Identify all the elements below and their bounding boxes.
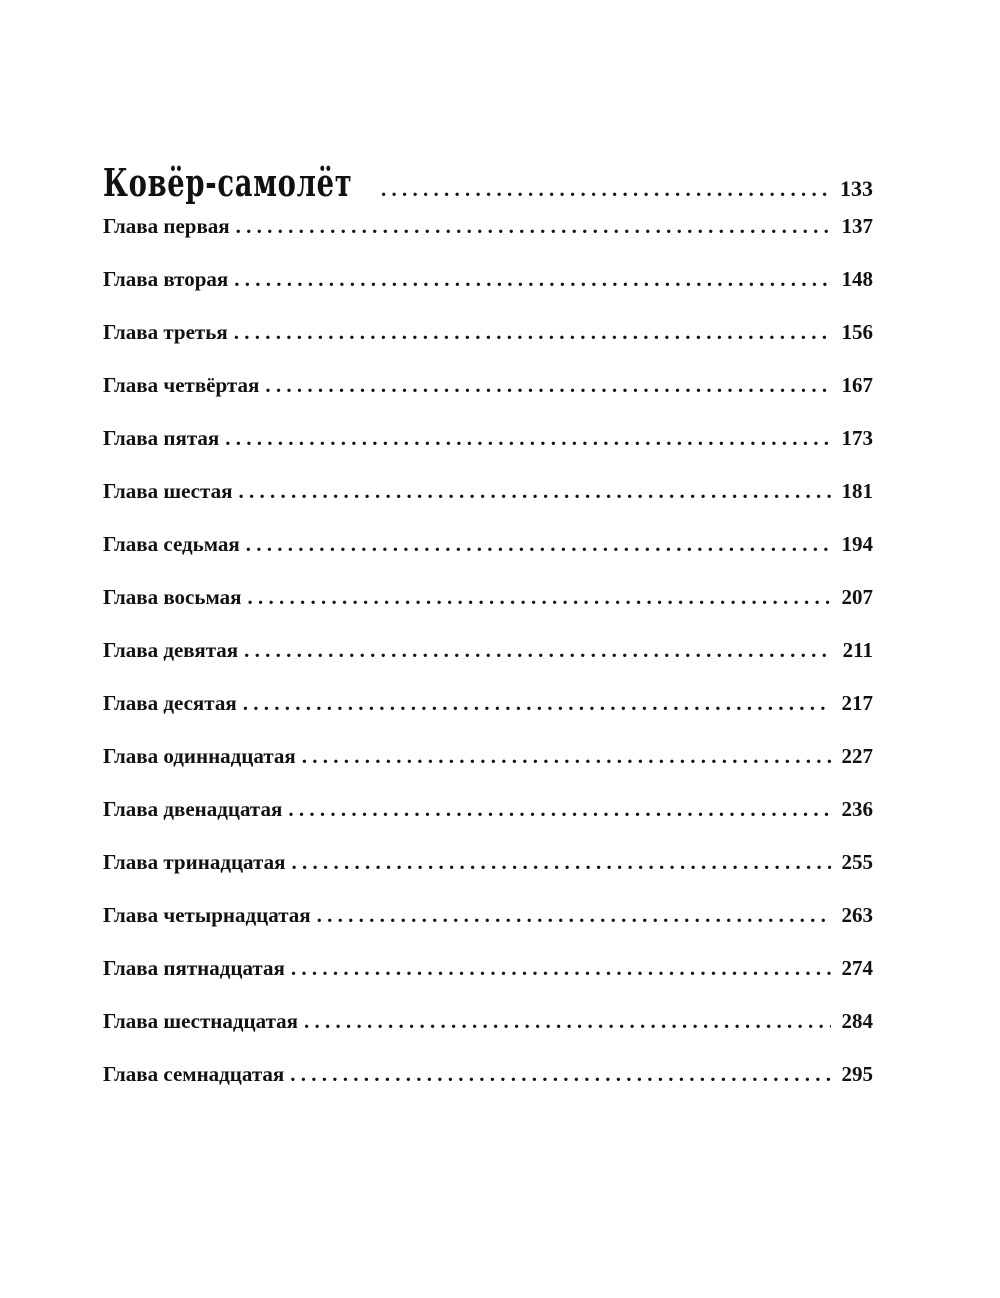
chapter-page-number: 227: [841, 744, 873, 768]
dot-leader: [265, 373, 831, 398]
chapter-page-number: 156: [841, 320, 873, 344]
chapter-title: Глава первая: [103, 214, 230, 238]
chapter-page-number: 255: [841, 850, 873, 874]
chapter-title: Глава тринадцатая: [103, 850, 286, 874]
toc-entry[interactable]: [103, 903, 873, 956]
chapter-title: Глава третья: [103, 320, 228, 344]
chapter-page-number: 167: [841, 373, 873, 397]
chapter-page-number: 173: [841, 426, 873, 450]
chapter-title: Глава пятая: [103, 426, 220, 450]
toc-entry[interactable]: [103, 797, 873, 850]
chapter-title: Глава седьмая: [103, 532, 240, 556]
dot-leader: [234, 320, 831, 345]
chapter-title: Глава шестнадцатая: [103, 1009, 299, 1033]
chapter-title: Глава шестая: [103, 479, 233, 503]
toc-entry[interactable]: [103, 320, 873, 373]
chapter-title: Глава семнадцатая: [103, 1062, 285, 1086]
dot-leader: [304, 1009, 831, 1034]
dot-leader: [225, 426, 831, 451]
chapter-title: Глава четвёртая: [103, 373, 260, 397]
chapter-title: Глава четырнадцатая: [103, 903, 311, 927]
chapter-title: Глава пятнадцатая: [103, 956, 285, 980]
toc-entry[interactable]: [103, 1062, 873, 1115]
chapter-page-number: 263: [841, 903, 873, 927]
chapter-page-number: 207: [841, 585, 873, 609]
toc-entry[interactable]: [103, 426, 873, 479]
toc-entry[interactable]: [103, 956, 873, 1009]
toc-entry[interactable]: [103, 214, 873, 267]
dot-leader: [317, 903, 831, 928]
toc-entry[interactable]: [103, 850, 873, 903]
chapter-title: Глава двенадцатая: [103, 797, 283, 821]
dot-leader: [381, 177, 831, 202]
chapter-page-number: 236: [841, 797, 873, 821]
toc-section-heading[interactable]: [103, 160, 873, 210]
dot-leader: [246, 532, 831, 557]
dot-leader: [236, 214, 831, 239]
toc-entry[interactable]: [103, 585, 873, 638]
chapter-page-number: 137: [841, 214, 873, 238]
dot-leader: [243, 691, 831, 716]
toc-entry[interactable]: [103, 744, 873, 797]
chapter-page-number: 211: [842, 638, 873, 662]
dot-leader: [238, 479, 831, 504]
toc-entry[interactable]: [103, 373, 873, 426]
dot-leader: [291, 850, 831, 875]
chapter-title: Глава восьмая: [103, 585, 242, 609]
chapter-page-number: 295: [841, 1062, 873, 1086]
chapter-page-number: 274: [841, 956, 873, 980]
dot-leader: [288, 797, 831, 822]
dot-leader: [302, 744, 831, 769]
toc-entry[interactable]: [103, 479, 873, 532]
toc-entry[interactable]: [103, 1009, 873, 1062]
table-of-contents: [103, 160, 873, 1115]
chapter-page-number: 284: [841, 1009, 873, 1033]
chapter-page-number: 217: [841, 691, 873, 715]
chapter-title: Глава десятая: [103, 691, 237, 715]
toc-entry[interactable]: [103, 691, 873, 744]
dot-leader: [248, 585, 831, 610]
chapter-page-number: 148: [841, 267, 873, 291]
chapter-page-number: 181: [841, 479, 873, 503]
dot-leader: [234, 267, 831, 292]
chapter-page-number: 194: [841, 532, 873, 556]
toc-entry[interactable]: [103, 638, 873, 691]
dot-leader: [290, 1062, 831, 1087]
section-title: Ковёр-самолёт: [103, 160, 353, 205]
section-page-number: 133: [840, 176, 873, 201]
toc-entry[interactable]: [103, 267, 873, 320]
dot-leader: [291, 956, 831, 981]
chapter-title: Глава одиннадцатая: [103, 744, 296, 768]
chapter-title: Глава девятая: [103, 638, 239, 662]
dot-leader: [244, 638, 831, 663]
toc-entry[interactable]: [103, 532, 873, 585]
chapter-title: Глава вторая: [103, 267, 229, 291]
